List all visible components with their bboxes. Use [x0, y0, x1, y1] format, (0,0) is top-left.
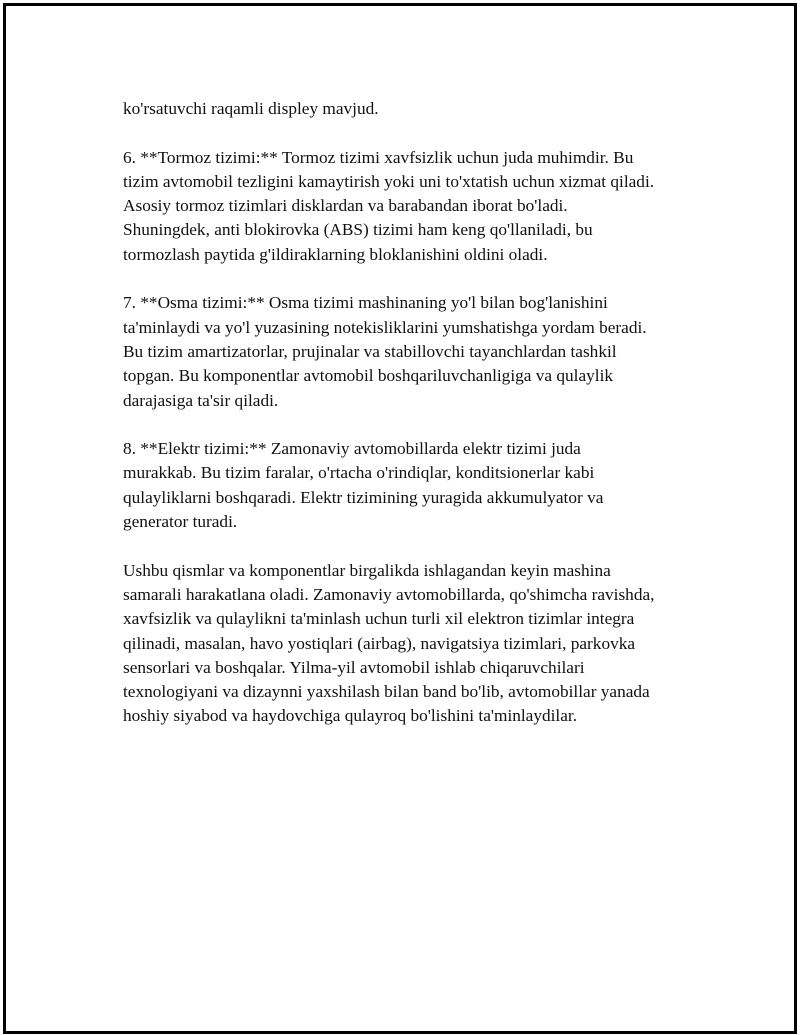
paragraph-suspension-system: 7. **Osma tizimi:** Osma tizimi mashinaning yo'l bilan bog'lanishini ta'minlaydi va yo'l yuzasining notekisliklarini yumshatishga yordam beradi. Bu tizim amartizatorlar, prujinalar va stabillovchi tayanchlardan tashkil topgan. Bu komponentlar avtomobil boshqariluvchanligiga va qulaylik darajasiga ta'sir qiladi. — [123, 293, 647, 410]
paragraph-brake-system: 6. **Tormoz tizimi:** Tormoz tizimi xavfsizlik uchun juda muhimdir. Bu tizim avtomobil tezligini kamaytirish yoki uni to'xtatish uchun xizmat qiladi. Asosiy tormoz tizimlari disklardan va barabandan iborat bo'ladi. Shuningdek, anti blokirovka (ABS) tizimi ham keng qo'llaniladi, bu tormozlash paytida g'ildiraklarning bloklanishini oldini oladi. — [123, 147, 655, 264]
document-body — [123, 97, 713, 753]
paragraph-intro-continuation: ko'rsatuvchi raqamli displey mavjud. — [123, 99, 379, 118]
paragraph-electrical-system: 8. **Elektr tizimi:** Zamonaviy avtomobillarda elektr tizimi juda murakkab. Bu tizim faralar, o'rtacha o'rindiqlar, konditsionerlar kabi qulayliklarni boshqaradi. Elektr tizimining yuragida akkumulyator va generator turadi. — [123, 439, 604, 532]
page-frame — [3, 3, 797, 1034]
paragraph-conclusion: Ushbu qismlar va komponentlar birgalikda ishlagandan keyin mashina samarali harakatlana oladi. Zamonaviy avtomobillarda, qo'shimcha ravishda, xavfsizlik va qulaylikni ta'minlash uchun turli xil elektron tizimlar integra qilinadi, masalan, havo yostiqlari (airbag), navigatsiya tizimlari, parkovka sensorlari va boshqalar. Yilma-yil avtomobil ishlab chiqaruvchilari texnologiyani va dizaynni yaxshilash bilan band bo'lib, avtomobillar yanada hoshiy siyabod va haydovchiga qulayroq bo'lishini ta'minlaydilar. — [123, 560, 655, 726]
